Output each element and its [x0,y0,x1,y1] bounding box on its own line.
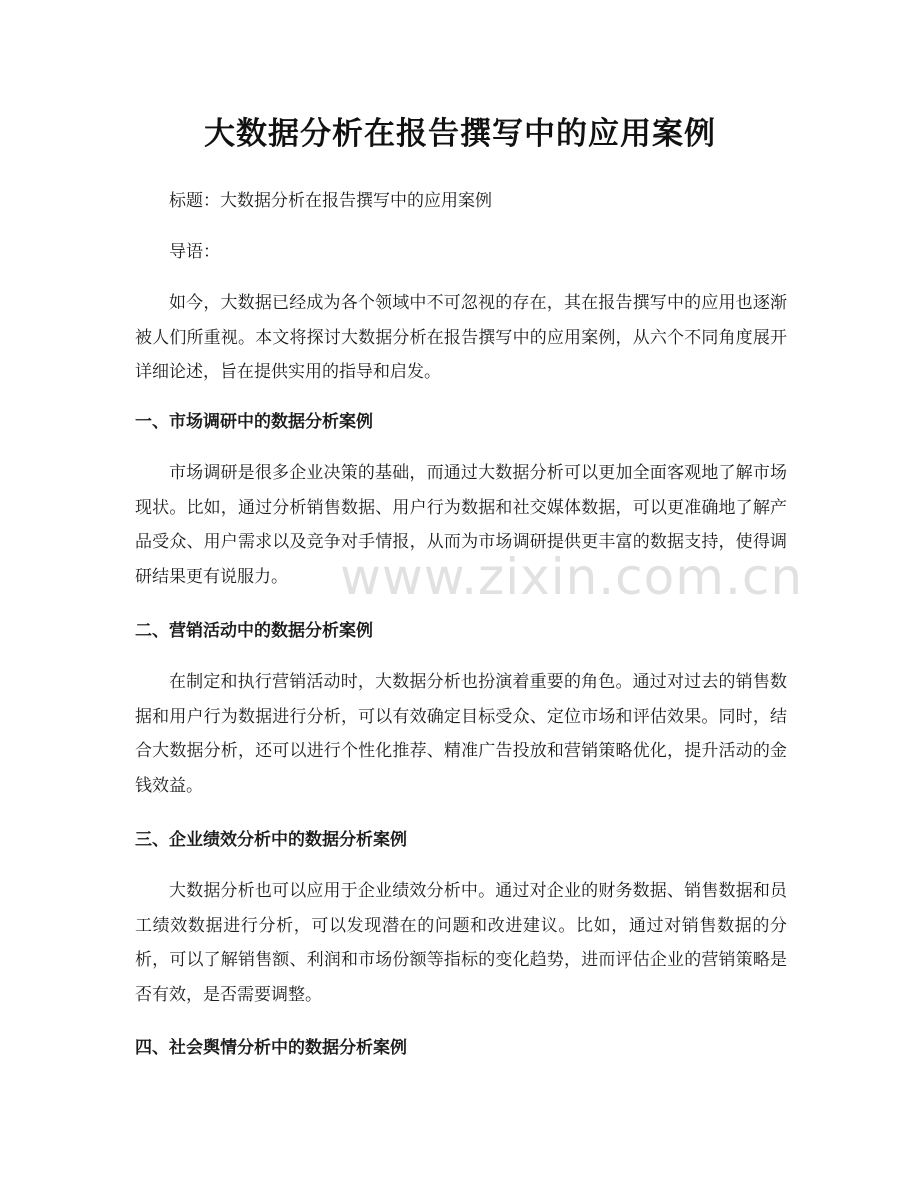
section-paragraph-1: 市场调研是很多企业决策的基础，而通过大数据分析可以更加全面客观地了解市场现状。比如，通过分析销售数据、用户行为数据和社交媒体数据，可以更准确地了解产品受众、用户需求以及竞争对手情报，从而为市场调研提供更丰富的数据支持，使得调研结果更有说服力。 [135,463,787,587]
section-heading-3: 三、企业绩效分析中的数据分析案例 [135,830,407,850]
document-title: 大数据分析在报告撰写中的应用案例 [204,116,716,152]
intro-paragraph: 如今，大数据已经成为各个领域中不可忽视的存在，其在报告撰写中的应用也逐渐被人们所重视。本文将探讨大数据分析在报告撰写中的应用案例，从六个不同角度展开详细论述，旨在提供实用的指导和启发。 [135,293,787,382]
section-heading-2: 二、营销活动中的数据分析案例 [135,621,373,641]
watermark: www.zixin.com.cn [340,548,804,606]
section-heading-4: 四、社会舆情分析中的数据分析案例 [135,1038,407,1058]
intro-label: 导语： [169,242,220,262]
section-paragraph-3: 大数据分析也可以应用于企业绩效分析中。通过对企业的财务数据、销售数据和员工绩效数据进行分析，可以发现潜在的问题和改进建议。比如，通过对销售数据的分析，可以了解销售额、利润和市场份额等指标的变化趋势，进而评估企业的营销策略是否有效，是否需要调整。 [135,881,787,1005]
subtitle-line: 标题：大数据分析在报告撰写中的应用案例 [169,191,492,211]
section-paragraph-2: 在制定和执行营销活动时，大数据分析也扮演着重要的角色。通过对过去的销售数据和用户行为数据进行分析，可以有效确定目标受众、定位市场和评估效果。同时，结合大数据分析，还可以进行个性化推荐、精准广告投放和营销策略优化，提升活动的金钱效益。 [135,672,787,796]
section-heading-1: 一、市场调研中的数据分析案例 [135,412,373,432]
